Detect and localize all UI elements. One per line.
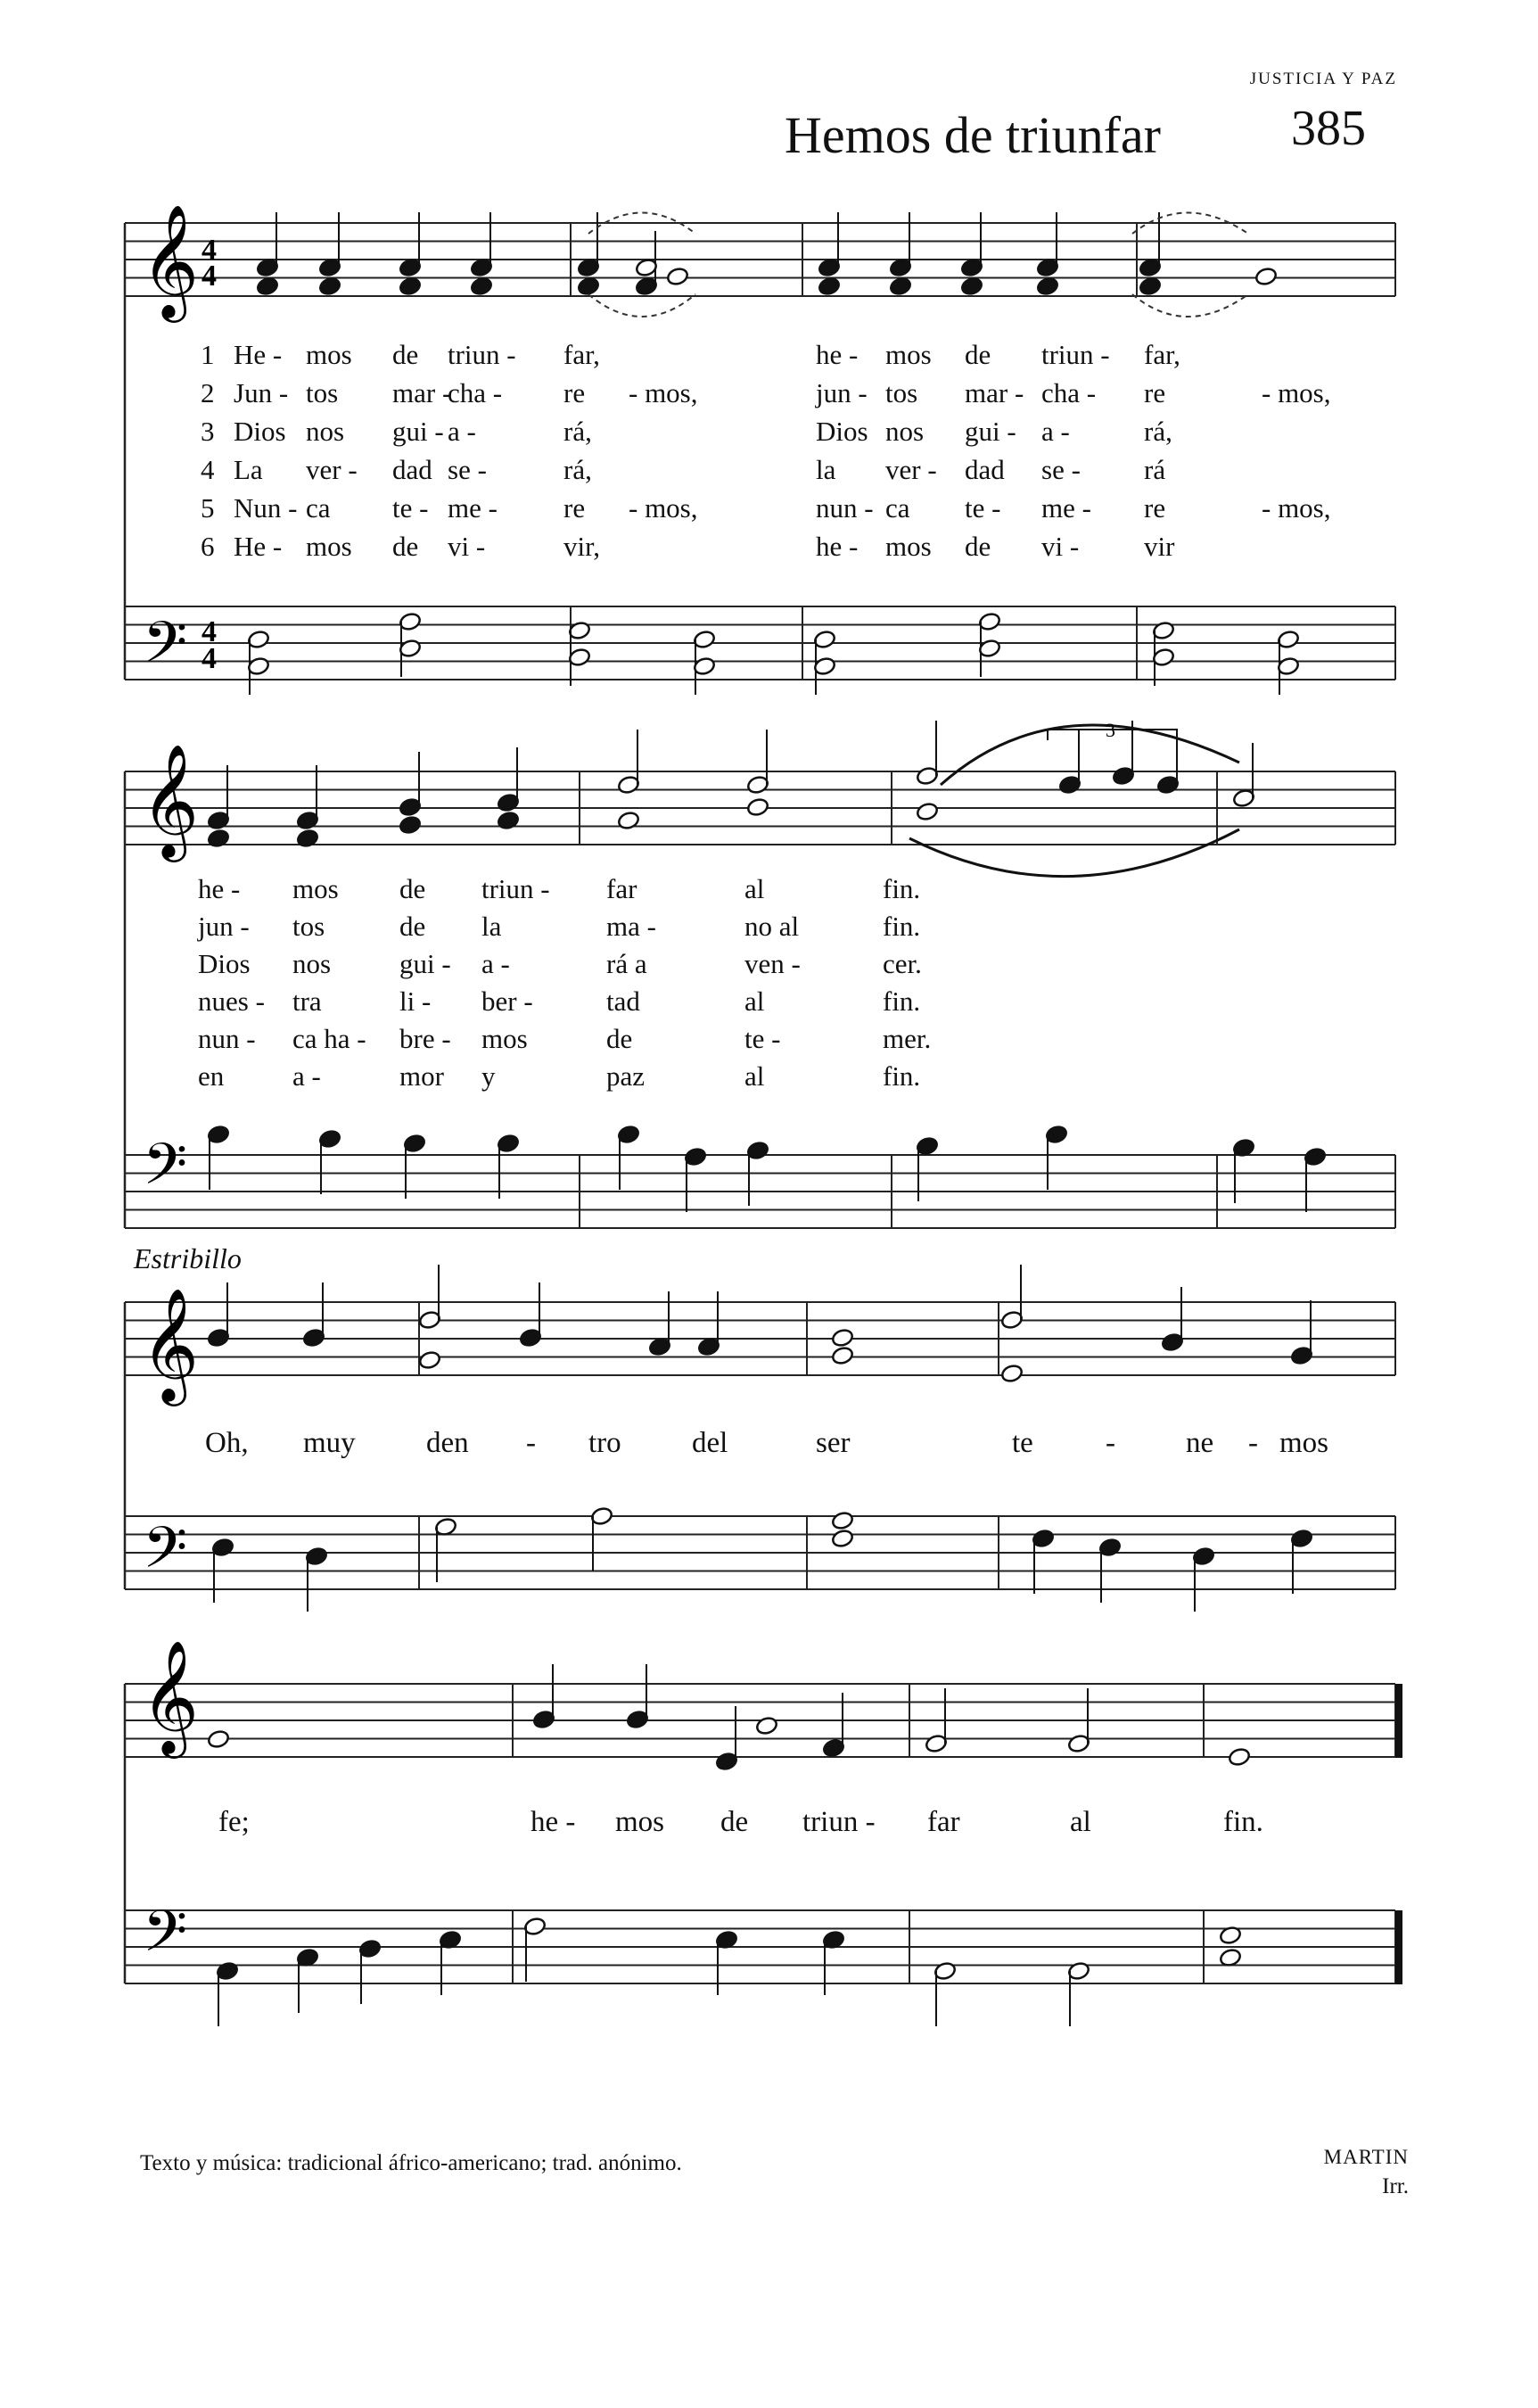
hymn-title: Hemos de triunfar — [785, 106, 1161, 164]
lyric-syllable: de — [720, 1806, 749, 1838]
verse-number: 1 — [201, 339, 215, 370]
meter: Irr. — [1382, 2174, 1409, 2198]
lyric-syllable: mos — [885, 339, 932, 370]
lyric-syllable: y — [481, 1060, 496, 1092]
lyric-syllable: te — [1012, 1427, 1033, 1459]
lyric-syllable: Oh, — [205, 1427, 249, 1459]
lyric-syllable: vi - — [1041, 531, 1080, 562]
note-head — [889, 276, 912, 297]
lyric-syllable: te - — [965, 492, 1001, 524]
lyric-syllable: de — [392, 339, 419, 370]
lyric-syllable: nos — [292, 948, 332, 979]
lyric-syllable: he - — [816, 339, 859, 370]
note-head — [960, 276, 983, 297]
system1-lyrics — [234, 339, 1331, 562]
lyric-syllable: vir, — [563, 531, 600, 562]
credits-text: Texto y música: tradicional áfrico-americano; trad. anónimo. — [140, 2151, 682, 2175]
lyric-syllable: far — [606, 873, 637, 904]
lyric-syllable: fin. — [883, 985, 921, 1017]
lyric-syllable: de — [392, 531, 419, 562]
note-head — [577, 276, 600, 297]
note-head — [1228, 1747, 1251, 1768]
lyric-syllable: de — [965, 339, 991, 370]
lyric-syllable: triun - — [802, 1806, 876, 1838]
note-head — [418, 1350, 441, 1371]
lyric-syllable: - mos, — [1262, 492, 1331, 524]
verse-number: 3 — [201, 416, 215, 447]
lyric-syllable: de — [965, 531, 991, 562]
lyric-syllable: dad — [392, 454, 432, 485]
section-label: JUSTICIA Y PAZ — [1249, 70, 1397, 88]
lyric-syllable: He - — [234, 531, 283, 562]
note-head — [746, 797, 769, 818]
treble-clef-icon: 𝄞 — [141, 203, 200, 317]
time-signature-top: 4 — [202, 615, 217, 648]
lyric-syllable: se - — [448, 454, 487, 485]
note-head — [831, 1511, 854, 1531]
note-head — [617, 811, 640, 831]
bass-clef-icon: 𝄢 — [143, 1132, 188, 1212]
verse-numbers — [201, 339, 215, 562]
lyric-syllable: nos — [306, 416, 345, 447]
lyric-syllable: muy — [303, 1427, 356, 1459]
system3-lyrics — [205, 1427, 1328, 1459]
lyric-syllable: jun - — [816, 377, 868, 408]
lyric-syllable: me - — [1041, 492, 1091, 524]
lyric-syllable: mos — [1279, 1427, 1329, 1459]
note-head — [470, 276, 493, 297]
note-head — [755, 1716, 778, 1736]
staff-lines — [125, 223, 1395, 1983]
lyric-syllable: Nun - — [234, 492, 298, 524]
lyric-syllable: Dios — [816, 416, 868, 447]
lyric-syllable: cha - — [1041, 377, 1097, 408]
lyric-syllable: a - — [1041, 416, 1070, 447]
lyric-syllable: mor — [399, 1060, 444, 1092]
lyric-syllable: ca ha - — [292, 1023, 366, 1054]
lyric-syllable: cha - — [448, 377, 503, 408]
lyric-syllable: re — [1144, 377, 1166, 408]
bass-clef-icon: 𝄢 — [143, 1899, 188, 1979]
note-head — [1036, 276, 1059, 297]
note-head — [831, 1529, 854, 1549]
verse-number: 5 — [201, 492, 215, 524]
lyric-syllable: - — [526, 1427, 536, 1459]
lyric-syllable: - mos, — [629, 377, 698, 408]
lyric-syllable: - mos, — [1262, 377, 1331, 408]
note-head — [831, 1328, 854, 1348]
lyric-syllable: nun - — [816, 492, 874, 524]
lyric-syllable: rá a — [606, 948, 647, 979]
note-head — [1000, 1364, 1024, 1384]
lyric-syllable: li - — [399, 985, 432, 1017]
verse-number: 2 — [201, 377, 215, 408]
lyric-syllable: far, — [1144, 339, 1180, 370]
bass-clef-icon: 𝄢 — [143, 1515, 188, 1596]
lyric-syllable: - mos, — [629, 492, 698, 524]
note-head — [207, 1729, 230, 1750]
lyric-syllable: mer. — [883, 1023, 932, 1054]
lyric-syllable: ven - — [744, 948, 801, 979]
lyric-syllable: gui - — [392, 416, 444, 447]
lyric-syllable: mos — [885, 531, 932, 562]
lyric-syllable: far — [927, 1806, 960, 1838]
lyric-syllable: triun - — [1041, 339, 1110, 370]
lyric-syllable: te - — [392, 492, 429, 524]
note-head — [318, 276, 341, 297]
lyric-syllable: al — [1070, 1806, 1091, 1838]
lyric-syllable: fin. — [883, 1060, 921, 1092]
lyric-syllable: re — [563, 492, 586, 524]
lyric-syllable: a - — [448, 416, 476, 447]
treble-clef-icon: 𝄞 — [141, 743, 200, 857]
lyric-syllable: den — [426, 1427, 469, 1459]
lyric-syllable: mos — [292, 873, 339, 904]
lyric-syllable: de — [606, 1023, 633, 1054]
lyric-syllable: al — [744, 1060, 765, 1092]
note-head — [256, 276, 279, 297]
verse-number: 4 — [201, 454, 215, 485]
lyric-syllable: dad — [965, 454, 1005, 485]
note-head — [1139, 276, 1162, 297]
lyric-syllable: he - — [530, 1806, 576, 1838]
note-head — [1254, 267, 1278, 287]
lyric-syllable: en — [198, 1060, 225, 1092]
lyric-syllable: he - — [198, 873, 241, 904]
lyric-syllable: fin. — [1223, 1806, 1263, 1838]
lyric-syllable: ne — [1186, 1427, 1214, 1459]
lyric-syllable: a - — [481, 948, 510, 979]
lyric-syllable: de — [399, 911, 426, 942]
bass-clef-icon: 𝄢 — [143, 610, 188, 690]
lyric-syllable: rá, — [1144, 416, 1172, 447]
note-head — [916, 802, 939, 822]
lyric-syllable: te - — [744, 1023, 781, 1054]
lyric-syllable: mos — [306, 339, 352, 370]
lyric-syllable: rá, — [563, 416, 592, 447]
note-head — [666, 267, 689, 287]
lyric-syllable: ma - — [606, 911, 656, 942]
lyric-syllable: cer. — [883, 948, 922, 979]
time-signature-bottom: 4 — [202, 642, 217, 675]
note-head — [497, 811, 520, 831]
lyric-syllable: fin. — [883, 873, 921, 904]
lyric-syllable: re — [1144, 492, 1166, 524]
lyric-syllable: tra — [292, 985, 322, 1017]
lyric-syllable: Dios — [234, 416, 286, 447]
lyric-syllable: me - — [448, 492, 498, 524]
lyric-syllable: mar - — [965, 377, 1024, 408]
lyric-syllable: paz — [606, 1060, 646, 1092]
lyric-syllable: nos — [885, 416, 925, 447]
lyric-syllable: Dios — [198, 948, 251, 979]
system4-lyrics — [218, 1806, 1263, 1838]
system2-lyrics — [197, 873, 931, 1092]
lyric-syllable: gui - — [399, 948, 451, 979]
lyric-syllable: ca — [885, 492, 910, 524]
lyric-syllable: - — [1106, 1427, 1115, 1459]
lyric-syllable: gui - — [965, 416, 1016, 447]
lyric-syllable: mos — [481, 1023, 528, 1054]
verse-number: 6 — [201, 531, 215, 562]
lyric-syllable: fe; — [218, 1806, 250, 1838]
lyric-syllable: rá, — [563, 454, 592, 485]
lyric-syllable: jun - — [198, 911, 250, 942]
lyric-syllable: ser — [816, 1427, 851, 1459]
lyric-syllable: tad — [606, 985, 640, 1017]
lyric-syllable: a - — [292, 1060, 321, 1092]
lyric-syllable: - — [1248, 1427, 1258, 1459]
lyric-syllable: he - — [816, 531, 859, 562]
lyric-syllable: Jun - — [234, 377, 289, 408]
lyric-syllable: la — [816, 454, 836, 485]
lyric-syllable: vi - — [448, 531, 486, 562]
note-head — [399, 815, 422, 836]
lyric-syllable: bre - — [399, 1023, 451, 1054]
lyric-syllable: mar - — [392, 377, 452, 408]
note-head — [831, 1346, 854, 1366]
lyric-syllable: no al — [744, 911, 800, 942]
lyric-syllable: tos — [306, 377, 339, 408]
lyric-syllable: nun - — [198, 1023, 256, 1054]
lyric-syllable: triun - — [481, 873, 550, 904]
lyric-syllable: al — [744, 985, 765, 1017]
lyric-syllable: ca — [306, 492, 331, 524]
lyric-syllable: se - — [1041, 454, 1081, 485]
lyric-syllable: del — [692, 1427, 728, 1459]
lyric-syllable: re — [563, 377, 586, 408]
tune-name: MARTIN — [1323, 2146, 1409, 2168]
lyric-syllable: He - — [234, 339, 283, 370]
lyric-syllable: nues - — [198, 985, 265, 1017]
treble-clef-icon: 𝄞 — [141, 1287, 200, 1401]
hymn-number: 385 — [1291, 101, 1366, 156]
lyric-syllable: la — [481, 911, 502, 942]
lyric-syllable: La — [234, 454, 263, 485]
estribillo-label: Estribillo — [134, 1242, 242, 1274]
lyric-syllable: ver - — [306, 454, 358, 485]
lyric-syllable: ber - — [481, 985, 533, 1017]
lyric-syllable: mos — [306, 531, 352, 562]
treble-clef-icon: 𝄞 — [141, 1639, 200, 1753]
lyric-syllable: far, — [563, 339, 600, 370]
time-signature-top: 4 — [202, 234, 217, 267]
note-head — [818, 276, 841, 297]
lyric-syllable: triun - — [448, 339, 516, 370]
lyric-syllable: fin. — [883, 911, 921, 942]
lyric-syllable: mos — [615, 1806, 665, 1838]
lyric-syllable: tos — [292, 911, 325, 942]
lyric-syllable: rá — [1144, 454, 1166, 485]
triplet-mark: 3 — [1106, 719, 1115, 741]
lyric-syllable: ver - — [885, 454, 937, 485]
lyric-syllable: al — [744, 873, 765, 904]
time-signature-bottom: 4 — [202, 260, 217, 293]
note-head — [399, 276, 422, 297]
lyric-syllable: de — [399, 873, 426, 904]
lyric-syllable: tro — [588, 1427, 621, 1459]
lyric-syllable: vir — [1144, 531, 1175, 562]
lyric-syllable: tos — [885, 377, 918, 408]
